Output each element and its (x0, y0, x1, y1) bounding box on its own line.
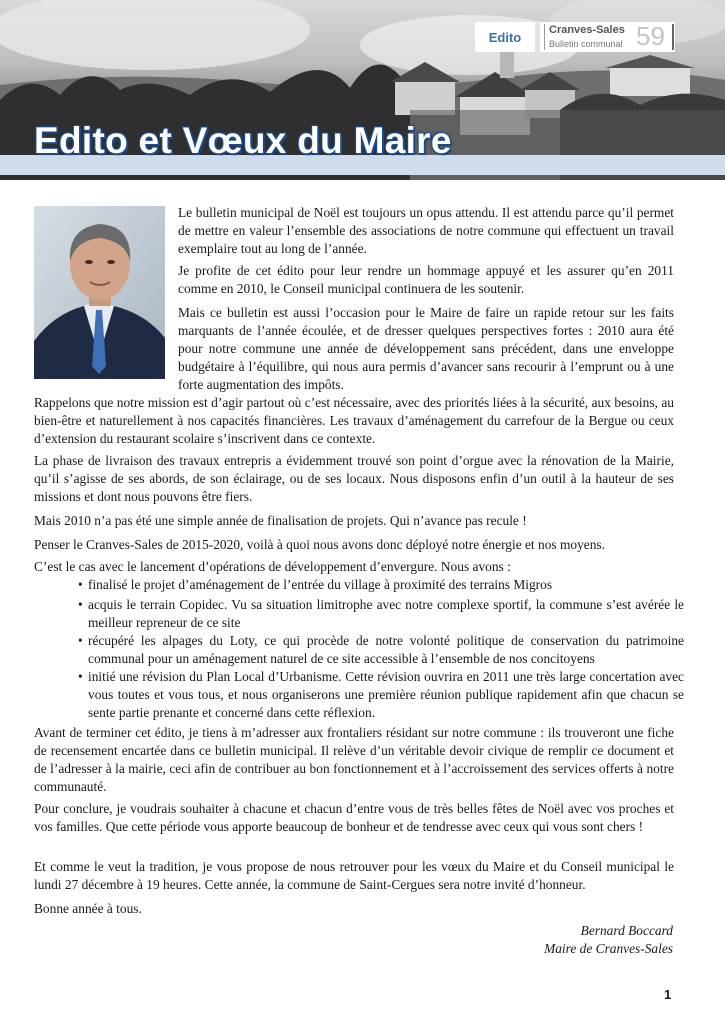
list-item (78, 668, 684, 722)
page-number: 1 (664, 987, 672, 1002)
paragraph-2015-2020: Penser le Cranves-Sales de 2015-2020, voilà à quoi nous avons donc déployé notre énergie et nos moyens. (34, 537, 605, 552)
issue-divider (672, 24, 674, 50)
bullet-text: récupéré les alpages du Loty, ce qui procède de notre volonté politique de conservation du patrimoine communal pour un aménagement naturel de ce site accessible à l’ensemble de nos concitoyens (88, 633, 684, 666)
paragraph-operations: C’est le cas avec le lancement d’opérations de développement d’envergure. Nous avons : (34, 559, 511, 574)
paragraph-mairie: La phase de livraison des travaux entrepris a évidemment trouvé son point d’orgue avec la rénovation de la Mairie, qu’il s’agisse de ses abords, de son éclairage, ou de ses locaux. Nous disposons enfin d’un outil à la hauteur de ses missions et dont nous pouvons être fiers. (34, 453, 674, 504)
paragraph-voeux: Et comme le veut la tradition, je vous propose de nous retrouver pour les vœux du Maire et du Conseil municipal le lundi 27 décembre à 19 heures. Cette année, la commune de Saint-Cergues sera notre invité d’honneur. (34, 859, 674, 892)
publication-name: Cranves-Sales (549, 24, 625, 36)
bullet-marker: • (78, 577, 83, 592)
publication-subtitle: Bulletin communal (549, 39, 623, 49)
publication-masthead (540, 22, 675, 52)
issue-number: 59 (636, 21, 665, 51)
list-item (78, 632, 684, 668)
section-tag: Edito (475, 22, 535, 52)
mayor-portrait (34, 206, 165, 379)
paragraph-mission: Rappelons que notre mission est d’agir partout où c’est nécessaire, avec des priorités liées à la sécurité, aux besoins, au bien-être et naturellement à nos capacités financières. Les travaux d’aménagement du carrefour de la Bergue ou ceux d’extension du restaurant scolaire s’inscrivent dans ce contexte. (34, 395, 674, 446)
page-title: Edito et Vœux du Maire (34, 120, 452, 161)
paragraph-frontaliers: Avant de terminer cet édito, je tiens à m’adresser aux frontaliers résidant sur notre commune : ils trouveront une fiche de recensement encartée dans ce bulletin municipal. Il relève d’un véritable devoir civique de remplir ce document et de l’adresser à la mairie, ceci afin de contribuer au bon fonctionnement et à l’accroissement des services offerts à notre communauté. (34, 725, 674, 794)
bullet-marker: • (78, 669, 83, 684)
paragraph-intro-3: Mais ce bulletin est aussi l’occasion pour le Maire de faire un rapide retour sur les faits marquants de l’année écoulée, et de dresser quelques perspectives fortes : 2010 aura été pour notre commune une année de développement sans précédent, dans une enveloppe budgétaire à l’équilibre, qui nous aura permis d’avancer sans recourir à l’emprunt ou à une forte augmentation des impôts. (178, 305, 674, 392)
bullet-marker: • (78, 633, 83, 648)
bullet-text: finalisé le projet d’aménagement de l’entrée du village à proximité des terrains Migros (88, 577, 553, 592)
list-item (78, 596, 684, 632)
signature-name: Bernard Boccard (580, 923, 673, 938)
paragraph-intro-2: Je profite de cet édito pour leur rendre un hommage appuyé et les assurer qu’en 2011 comme en 2010, le Conseil municipal continuera de les soutenir. (178, 263, 674, 296)
paragraph-greeting: Bonne année à tous. (34, 901, 142, 916)
masthead-divider (544, 24, 545, 50)
list-item (78, 576, 684, 594)
bullet-marker: • (78, 597, 83, 612)
paragraph-2010: Mais 2010 n’a pas été une simple année de finalisation de projets. Qui n’avance pas recule ! (34, 513, 527, 528)
signature-role: Maire de Cranves-Sales (544, 941, 673, 956)
paragraph-conclusion: Pour conclure, je voudrais souhaiter à chacune et chacun d’entre vous de très belles fêtes de Noël avec vos proches et vos familles. Que cette période vous apporte beaucoup de bonheur et de tendresse avec ceux qui vous sont chers ! (34, 801, 674, 834)
bullet-text: initié une révision du Plan Local d’Urbanisme. Cette révision ouvrira en 2011 une très large concertation avec vous toutes et vous tous, et nous organiserons une première réunion publique rapidement afin que chacun se sente partie prenante et concerné dans cette réflexion. (88, 669, 684, 720)
bullet-text: acquis le terrain Copidec. Vu sa situation limitrophe avec notre complexe sportif, la commune s’est avérée le meilleur repreneur de ce site (88, 597, 684, 630)
paragraph-intro-1: Le bulletin municipal de Noël est toujours un opus attendu. Il est attendu parce qu’il permet de mettre en valeur l’ensemble des associations de notre commune qui effectuent un travail exemplaire tout au long de l’année. (178, 205, 674, 256)
